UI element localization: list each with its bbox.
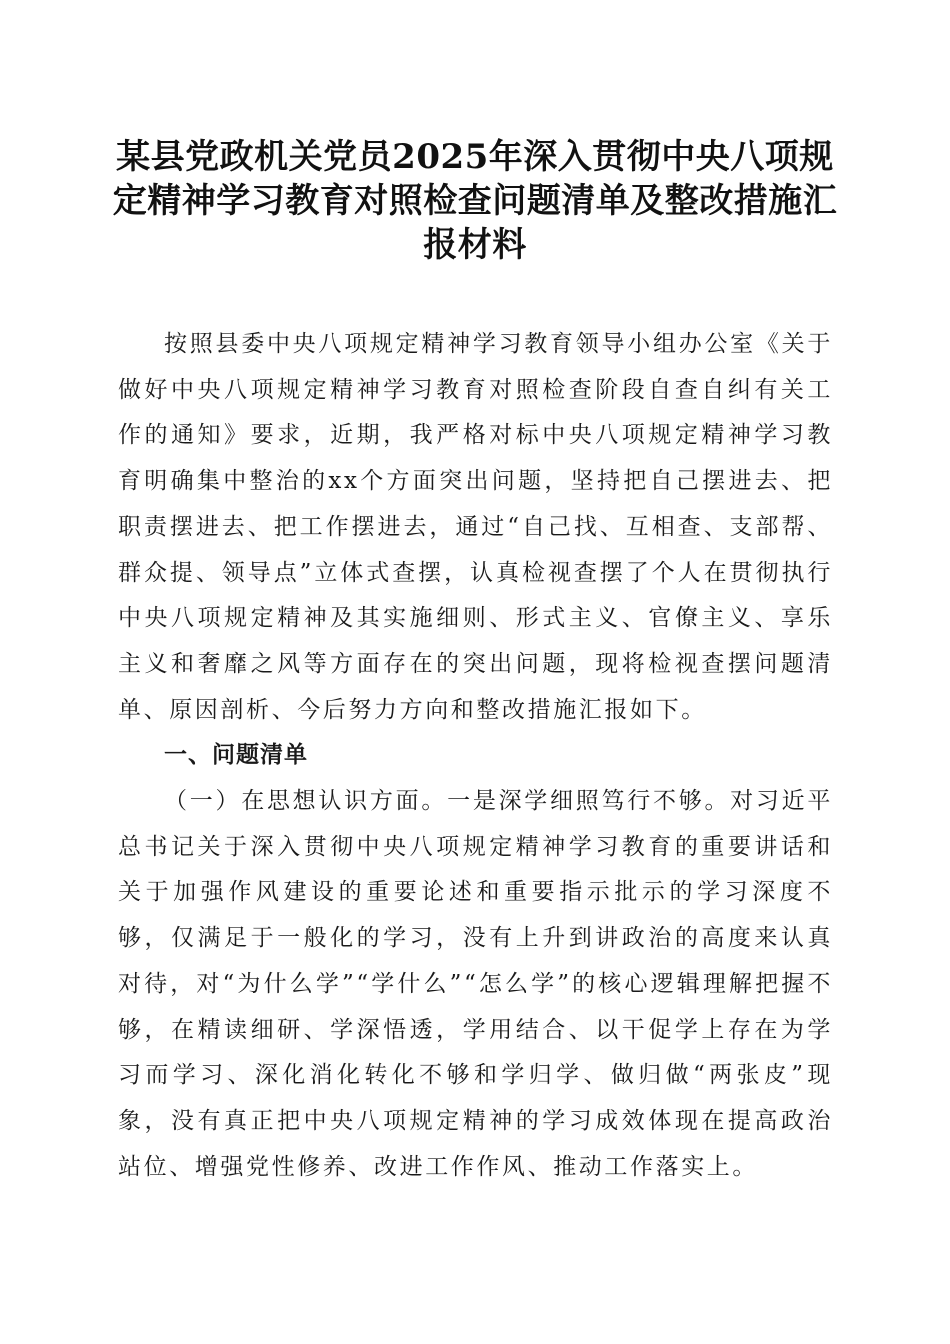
subsection-text-ideological: 一是深学细照笃行不够。对习近平总书记关于深入贯彻中央八项规定精神学习教育的重要讲话和关于加强作风建设的重要论述和重要指示批示的学习深度不够，仅满足于一般化的学习，没有上升到讲政治的高度来认真对待，对“为什么学”“学什么”“怎么学”的核心逻辑理解把握不够，在精读细研、学深悟透，学用结合、以干促学上存在为学习而学习、深化消化转化不够和学归学、做归做“两张皮”现象，没有真正把中央八项规定精神的学习成效体现在提高政治站位、增强党性修养、改进工作作风、推动工作落实上。 xyxy=(118,788,833,1180)
section-heading-problem-list: 一、问题清单 xyxy=(164,742,308,769)
document-body xyxy=(118,322,833,1190)
document-title: 某县党政机关党员2025年深入贯彻中央八项规定精神学习教育对照检查问题清单及整改措施汇报材料 xyxy=(112,137,838,265)
subsection-heading-ideological: （一）在思想认识方面。 xyxy=(164,788,448,815)
subsection-paragraph-ideological xyxy=(118,779,833,1190)
intro-paragraph: 按照县委中央八项规定精神学习教育领导小组办公室《关于做好中央八项规定精神学习教育对照检查阶段自查自纠有关工作的通知》要求，近期，我严格对标中央八项规定精神学习教育明确集中整治的xx个方面突出问题，坚持把自己摆进去、把职责摆进去、把工作摆进去，通过“自己找、互相查、支部帮、群众提、领导点”立体式查摆，认真检视查摆了个人在贯彻执行中央八项规定精神及其实施细则、形式主义、官僚主义、享乐主义和奢靡之风等方面存在的突出问题，现将检视查摆问题清单、原因剖析、今后努力方向和整改措施汇报如下。 xyxy=(118,331,833,723)
